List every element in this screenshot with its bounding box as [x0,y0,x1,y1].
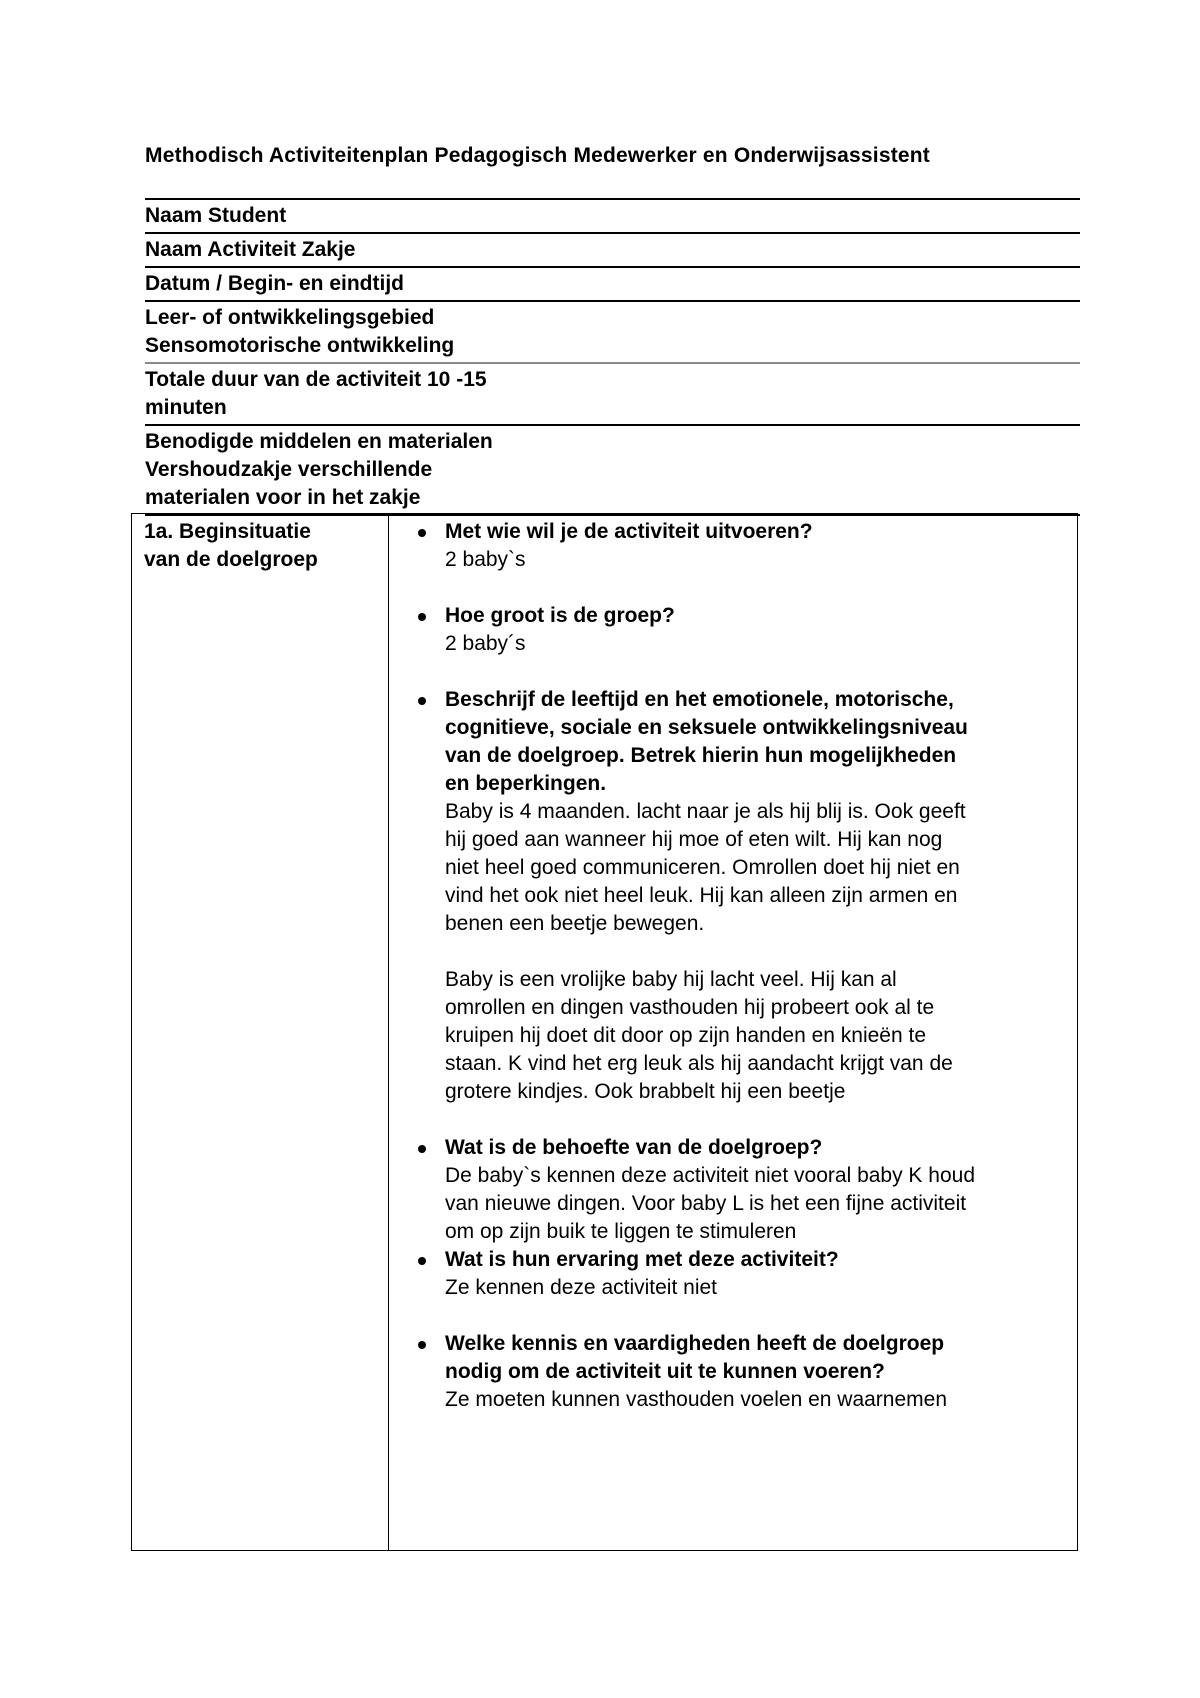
info-table [145,198,1080,516]
answer-text: vind het ook niet heel leuk. Hij kan alleen zijn armen en [445,884,958,907]
question-text: cognitieve, sociale en seksuele ontwikkelingsniveau [445,716,968,739]
info-row-text: materialen voor in het zakje [145,486,421,509]
info-row-text: Datum / Begin- en eindtijd [145,272,405,295]
info-row-materials [145,424,1080,516]
info-row-activity [145,232,1080,266]
question-item [388,1246,1077,1302]
answer-text: van nieuwe dingen. Voor baby L is het een fijne activiteit [445,1192,967,1215]
info-row-text: Sensomotorische ontwikkeling [145,334,455,357]
info-row-text: Naam Activiteit Zakje [145,238,356,261]
question-item [388,518,1077,574]
info-row-text: minuten [145,396,227,419]
section-label [144,518,380,574]
page-title: Methodisch Activiteitenplan Pedagogisch Medewerker en Onderwijsassistent [145,144,930,167]
info-row-text: Benodigde middelen en materialen [145,430,493,453]
answer-text: De baby`s kennen deze activiteit niet vooral baby K houd [445,1164,975,1187]
answer-text: niet heel goed communiceren. Omrollen doet hij niet en [445,856,960,879]
answer-text: Ze kennen deze activiteit niet [445,1276,717,1299]
answer-text: Ze moeten kunnen vasthouden voelen en waarnemen [445,1388,948,1411]
answer-text: Baby is 4 maanden. lacht naar je als hij blij is. Ook geeft [445,800,966,823]
answer-text: 2 baby`s [445,548,526,571]
info-row-student [145,198,1080,232]
answer-text: hij goed aan wanneer hij moe of eten wilt. Hij kan nog [445,828,943,851]
beginsituatie-table [131,513,1078,1551]
question-item [388,1330,1077,1414]
info-row-text: Vershoudzakje verschillende [145,458,433,481]
info-row-duration [145,362,1080,424]
question-item [388,686,1077,1106]
question-text: Hoe groot is de groep? [445,604,675,627]
question-item [388,602,1077,658]
section-label-line: van de doelgroep [144,548,318,571]
question-text: en beperkingen. [445,772,607,795]
answer-text: grotere kindjes. Ook brabbelt hij een beetje [445,1080,846,1103]
info-row-text: Naam Student [145,204,287,227]
answer-text: 2 baby´s [445,632,526,655]
answer-text: Baby is een vrolijke baby hij lacht veel. Hij kan al [445,968,897,991]
answer-text: benen een beetje bewegen. [445,912,705,935]
info-row-text: Leer- of ontwikkelingsgebied [145,306,435,329]
answer-text: omrollen en dingen vasthouden hij probeert ook al te [445,996,935,1019]
info-row-date [145,266,1080,300]
section-label-line: 1a. Beginsituatie [144,520,311,543]
bullet-icon [418,1145,426,1153]
info-row-text: Totale duur van de activiteit 10 -15 [145,368,487,391]
question-text: Wat is hun ervaring met deze activiteit? [445,1248,839,1271]
answer-text: staan. K vind het erg leuk als hij aandacht krijgt van de [445,1052,953,1075]
bullet-icon [418,697,426,705]
answer-text: om op zijn buik te liggen te stimuleren [445,1220,797,1243]
bullet-icon [418,613,426,621]
info-row-domain [145,300,1080,362]
bullet-icon [418,1257,426,1265]
question-text: Welke kennis en vaardigheden heeft de doelgroep [445,1332,945,1355]
question-text: Beschrijf de leeftijd en het emotionele, motorische, [445,688,954,711]
question-text: nodig om de activiteit uit te kunnen voeren? [445,1360,885,1383]
question-text: Wat is de behoefte van de doelgroep? [445,1136,823,1159]
question-text: Met wie wil je de activiteit uitvoeren? [445,520,813,543]
question-item [388,1134,1077,1246]
question-text: van de doelgroep. Betrek hierin hun mogelijkheden [445,744,957,767]
bullet-icon [418,1341,426,1349]
answer-text: kruipen hij doet dit door op zijn handen en knieën te [445,1024,927,1047]
bullet-icon [418,529,426,537]
question-list [388,518,1077,1414]
